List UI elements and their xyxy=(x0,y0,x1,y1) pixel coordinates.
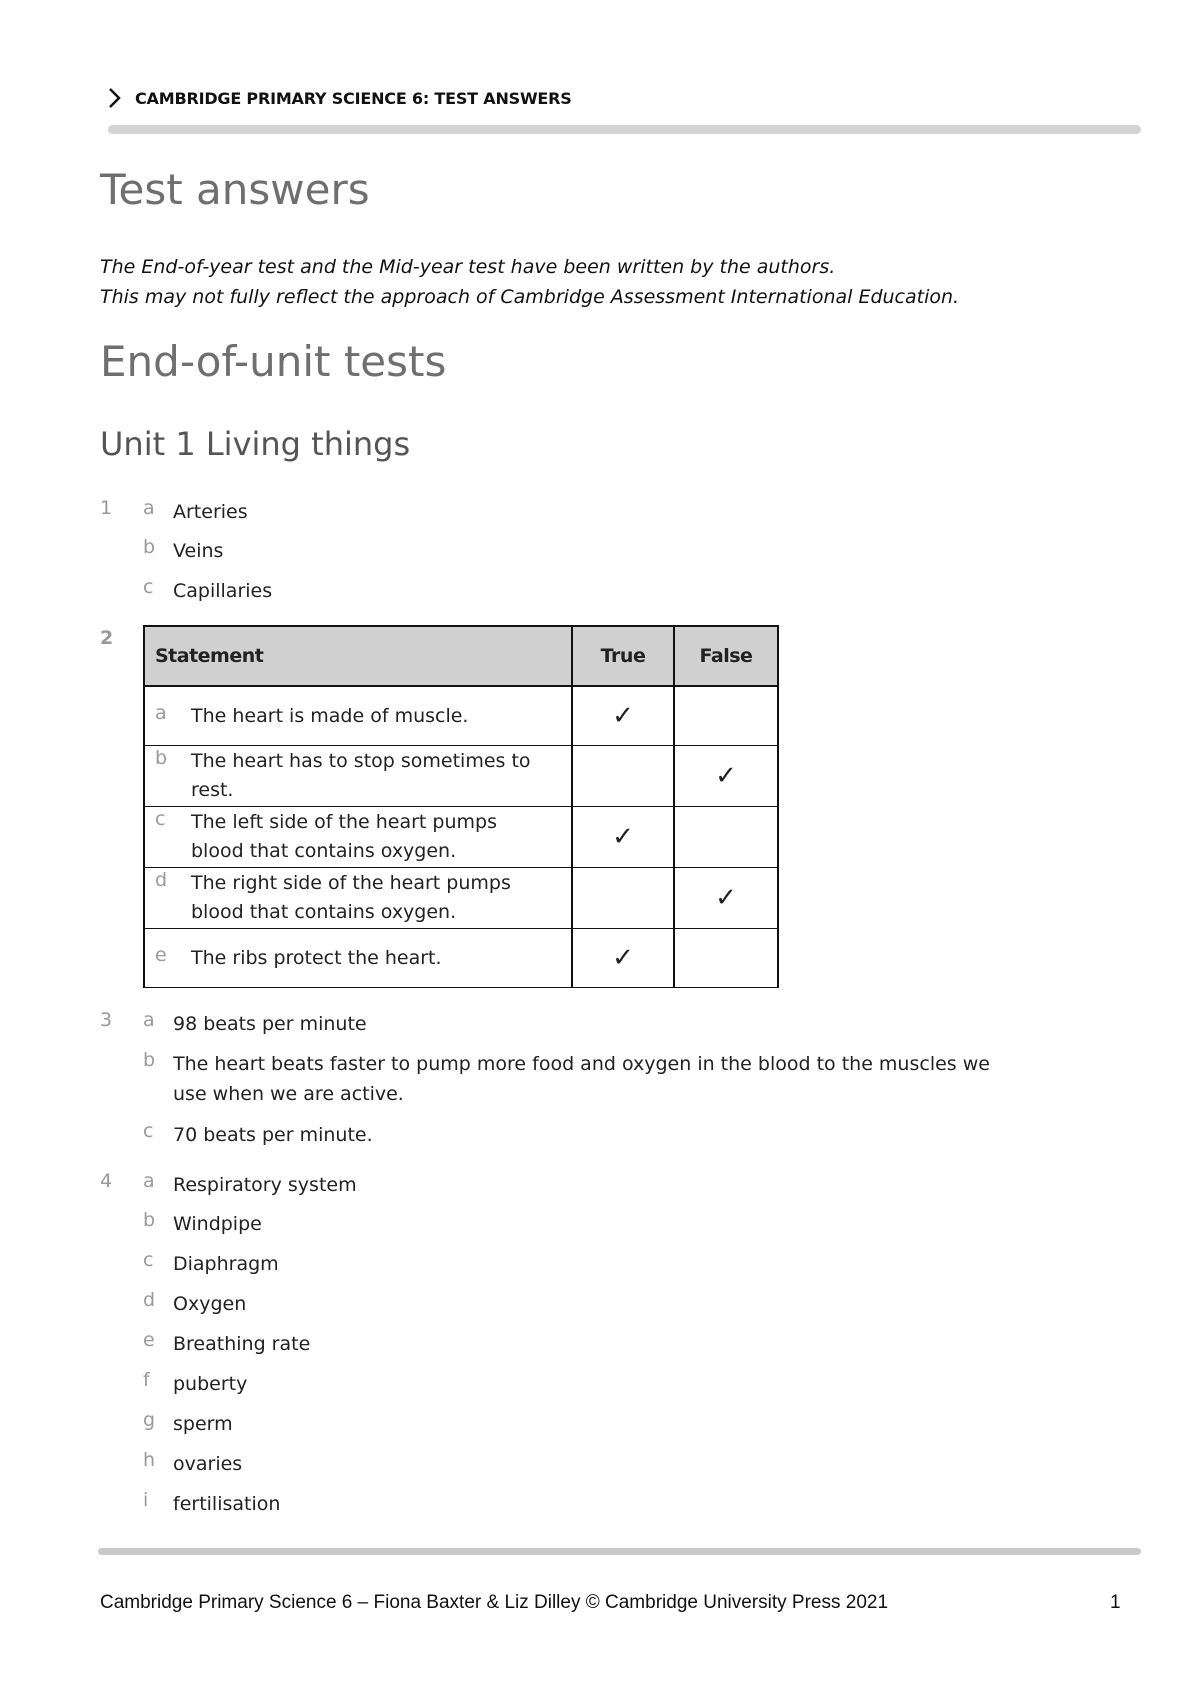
answer-item xyxy=(143,497,248,527)
answer-letter: a xyxy=(143,1009,155,1031)
answer-item xyxy=(143,1449,242,1479)
answer-letter: i xyxy=(143,1489,149,1511)
answer-item xyxy=(143,1369,247,1399)
answer-text: Respiratory system xyxy=(173,1174,357,1196)
statement-cell xyxy=(144,807,572,868)
question-number: 3 xyxy=(100,1009,113,1031)
true-cell: ✓ xyxy=(572,807,674,868)
statement-cell xyxy=(144,929,572,988)
answer-text: ovaries xyxy=(173,1453,243,1475)
statement-cell xyxy=(144,686,572,746)
statement-text: The right side of the heart pumps blood that contains oxygen. xyxy=(191,872,511,923)
intro-line-2: This may not fully reflect the approach of Cambridge Assessment International Education. xyxy=(100,286,960,308)
answer-letter: b xyxy=(143,1209,156,1231)
statement-letter: e xyxy=(155,943,167,966)
table-row xyxy=(144,746,778,807)
answer-item xyxy=(143,1170,357,1200)
answer-letter: f xyxy=(143,1369,150,1391)
answer-text: Arteries xyxy=(173,501,248,523)
statement-text: The left side of the heart pumps blood that contains oxygen. xyxy=(191,811,497,862)
answer-letter: a xyxy=(143,497,155,519)
false-cell xyxy=(674,929,778,988)
answer-letter: d xyxy=(143,1289,156,1311)
statement-letter: c xyxy=(155,808,166,830)
chevron-right-icon xyxy=(105,86,125,110)
page-number: 1 xyxy=(1110,1592,1121,1613)
header-title: CAMBRIDGE PRIMARY SCIENCE 6: TEST ANSWERS xyxy=(135,88,572,108)
header-divider xyxy=(108,125,1141,134)
false-cell xyxy=(674,686,778,746)
answer-text: Windpipe xyxy=(173,1213,262,1235)
statement-cell xyxy=(144,746,572,807)
statement-letter: b xyxy=(155,747,168,769)
statement-text: The heart has to stop sometimes to rest. xyxy=(191,750,531,801)
answer-letter: c xyxy=(143,1120,154,1142)
false-cell xyxy=(674,807,778,868)
answer-letter: b xyxy=(143,1049,156,1071)
answer-item xyxy=(143,1049,993,1109)
answer-text: Breathing rate xyxy=(173,1333,311,1355)
answer-item xyxy=(143,1409,233,1439)
statement-letter: a xyxy=(155,701,167,724)
answer-letter: c xyxy=(143,1249,154,1271)
question-number: 4 xyxy=(100,1170,113,1192)
footer-credit: Cambridge Primary Science 6 – Fiona Baxter & Liz Dilley © Cambridge University Press 2021 xyxy=(100,1592,889,1613)
answer-text: Oxygen xyxy=(173,1293,247,1315)
answer-item xyxy=(143,1489,280,1519)
true-cell xyxy=(572,746,674,807)
false-cell: ✓ xyxy=(674,868,778,929)
statement-letter: d xyxy=(155,869,168,891)
statement-text: The heart is made of muscle. xyxy=(191,704,469,727)
running-header xyxy=(105,86,572,110)
answer-text: sperm xyxy=(173,1413,233,1435)
table-header-row xyxy=(144,626,778,686)
statement-cell xyxy=(144,868,572,929)
answer-text: fertilisation xyxy=(173,1493,281,1515)
question-number: 2 xyxy=(100,627,114,649)
answer-item xyxy=(143,1120,373,1150)
answer-text: Diaphragm xyxy=(173,1253,279,1275)
footer-divider xyxy=(98,1548,1141,1555)
answer-item xyxy=(143,576,272,606)
answer-item xyxy=(143,1329,310,1359)
table-row xyxy=(144,929,778,988)
column-header-true: True xyxy=(572,626,674,686)
answer-letter: h xyxy=(143,1449,156,1471)
true-cell xyxy=(572,868,674,929)
section-heading: End-of-unit tests xyxy=(100,337,447,386)
answer-text: The heart beats faster to pump more food and oxygen in the blood to the muscles we use when we are active. xyxy=(173,1053,990,1105)
answer-letter: e xyxy=(143,1329,155,1351)
unit-heading: Unit 1 Living things xyxy=(100,425,411,463)
true-cell: ✓ xyxy=(572,686,674,746)
answer-letter: c xyxy=(143,576,154,598)
answer-text: Veins xyxy=(173,540,224,562)
answer-text: 98 beats per minute xyxy=(173,1013,367,1035)
column-header-false: False xyxy=(674,626,778,686)
true-cell: ✓ xyxy=(572,929,674,988)
table-row xyxy=(144,807,778,868)
answer-item xyxy=(143,1289,246,1319)
statement-text: The ribs protect the heart. xyxy=(191,946,442,969)
table-row xyxy=(144,868,778,929)
answer-text: Capillaries xyxy=(173,580,273,602)
column-header-statement: Statement xyxy=(144,626,572,686)
answer-letter: a xyxy=(143,1170,155,1192)
true-false-table xyxy=(143,625,779,988)
intro-note xyxy=(100,252,959,312)
answer-text: 70 beats per minute. xyxy=(173,1124,373,1146)
intro-line-1: The End-of-year test and the Mid-year test have been written by the authors. xyxy=(100,256,836,278)
answer-item xyxy=(143,1249,279,1279)
answer-letter: g xyxy=(143,1409,156,1431)
answer-letter: b xyxy=(143,536,156,558)
question-number: 1 xyxy=(100,497,113,519)
answer-item xyxy=(143,1209,262,1239)
page-title: Test answers xyxy=(100,165,370,214)
table-row xyxy=(144,686,778,746)
answer-item xyxy=(143,1009,367,1039)
answer-text: puberty xyxy=(173,1373,248,1395)
false-cell: ✓ xyxy=(674,746,778,807)
answer-item xyxy=(143,536,223,566)
